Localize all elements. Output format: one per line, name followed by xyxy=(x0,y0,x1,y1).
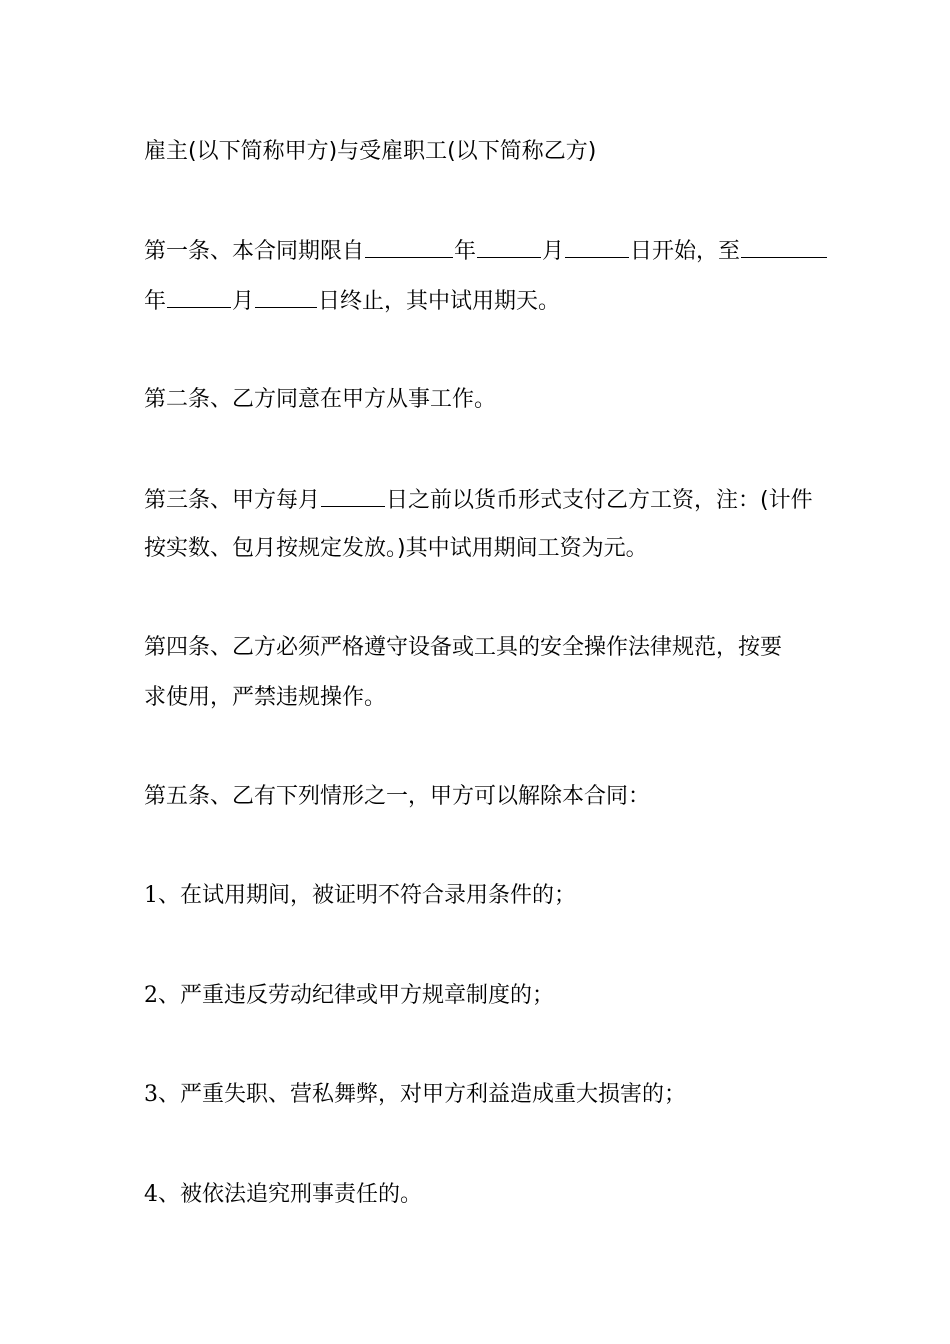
list-item-number: 1 xyxy=(144,883,158,908)
article-5-text: 第五条、乙有下列情形之一，甲方可以解除本合同： xyxy=(144,784,651,809)
list-item-number: 4 xyxy=(144,1182,158,1207)
article-5-line xyxy=(144,782,824,812)
start-day-blank xyxy=(565,235,629,258)
article-3-text-a: 第三条、甲方每月 xyxy=(144,488,321,513)
article-2-text: 第二条、乙方同意在甲方从事工作。 xyxy=(144,387,497,412)
article-1-line-1 xyxy=(144,235,824,267)
year-label-2: 年 xyxy=(144,289,167,314)
article-1-text-a: 第一条、本合同期限自 xyxy=(144,239,365,264)
article-3-text-c: 按实数、包月按规定发放。)其中试用期间工资为元。 xyxy=(144,536,648,561)
article-3-line-1 xyxy=(144,484,824,516)
start-year-blank xyxy=(365,235,453,258)
parties-text: 雇主(以下简称甲方)与受雇职工(以下简称乙方) xyxy=(144,139,597,164)
list-item xyxy=(144,881,824,911)
end-month-blank xyxy=(167,285,231,308)
end-year-blank xyxy=(741,235,827,258)
article-4-line-2 xyxy=(144,683,824,713)
parties-line xyxy=(144,137,824,167)
month-label: 月 xyxy=(542,239,565,264)
list-item xyxy=(144,1180,824,1210)
list-item-text: 、被依法追究刑事责任的。 xyxy=(158,1182,423,1207)
article-4-line-1 xyxy=(144,633,824,663)
article-1-line-2 xyxy=(144,285,824,317)
article-1-text-c: 日终止，其中试用期天。 xyxy=(318,289,561,314)
list-item-text: 、在试用期间，被证明不符合录用条件的； xyxy=(158,883,577,908)
article-3-text-b: 日之前以货币形式支付乙方工资，注：(计件 xyxy=(386,488,813,513)
article-2-line xyxy=(144,385,824,415)
end-day-blank xyxy=(255,285,317,308)
list-item-number: 2 xyxy=(144,983,158,1008)
list-item xyxy=(144,1080,824,1110)
list-item-number: 3 xyxy=(144,1082,158,1107)
year-label: 年 xyxy=(454,239,477,264)
article-4-text-b: 求使用，严禁违规操作。 xyxy=(144,685,387,710)
list-item-text: 、严重失职、营私舞弊，对甲方利益造成重大损害的； xyxy=(158,1082,687,1107)
list-item-text: 、严重违反劳动纪律或甲方规章制度的； xyxy=(158,983,555,1008)
article-4-text-a: 第四条、乙方必须严格遵守设备或工具的安全操作法律规范，按要 xyxy=(144,635,783,660)
list-item xyxy=(144,981,824,1011)
month-label-2: 月 xyxy=(232,289,255,314)
article-3-line-2 xyxy=(144,534,824,564)
article-1-text-b: 日开始，至 xyxy=(630,239,741,264)
pay-day-blank xyxy=(321,484,385,507)
start-month-blank xyxy=(477,235,541,258)
